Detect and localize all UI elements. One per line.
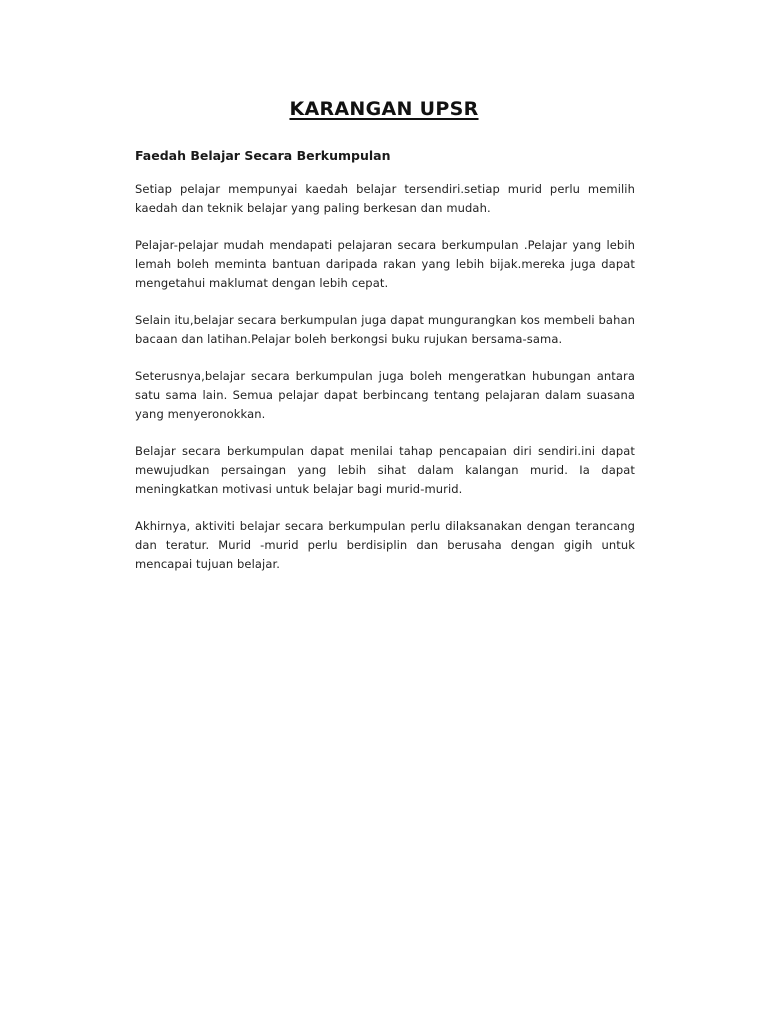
paragraph-5: Belajar secara berkumpulan dapat menilai tahap pencapaian diri sendiri.ini dapat mewujudkan persaingan yang lebih sihat dalam kalangan murid. Ia dapat meningkatkan motivasi untuk belajar bagi murid-murid. <box>135 444 635 496</box>
paragraph-3: Selain itu,belajar secara berkumpulan juga dapat mungurangkan kos membeli bahan bacaan dan latihan.Pelajar boleh berkongsi buku rujukan bersama-sama. <box>135 313 635 346</box>
essay-body <box>135 180 635 592</box>
document-subtitle: Faedah Belajar Secara Berkumpulan <box>135 148 391 163</box>
paragraph-4: Seterusnya,belajar secara berkumpulan juga boleh mengeratkan hubungan antara satu sama lain. Semua pelajar dapat berbincang tentang pelajaran dalam suasana yang menyeronokkan. <box>135 369 635 421</box>
title-text: KARANGAN UPSR <box>289 98 479 120</box>
paragraph-6: Akhirnya, aktiviti belajar secara berkumpulan perlu dilaksanakan dengan terancang dan teratur. Murid -murid perlu berdisiplin dan berusaha dengan gigih untuk mencapai tujuan belajar. <box>135 519 635 571</box>
paragraph-1: Setiap pelajar mempunyai kaedah belajar tersendiri.setiap murid perlu memilih kaedah dan teknik belajar yang paling berkesan dan mudah. <box>135 182 635 215</box>
paragraph-2: Pelajar-pelajar mudah mendapati pelajaran secara berkumpulan .Pelajar yang lebih lemah boleh meminta bantuan daripada rakan yang lebih bijak.mereka juga dapat mengetahui maklumat dengan lebih cepat. <box>135 238 635 290</box>
document-title <box>0 98 768 120</box>
